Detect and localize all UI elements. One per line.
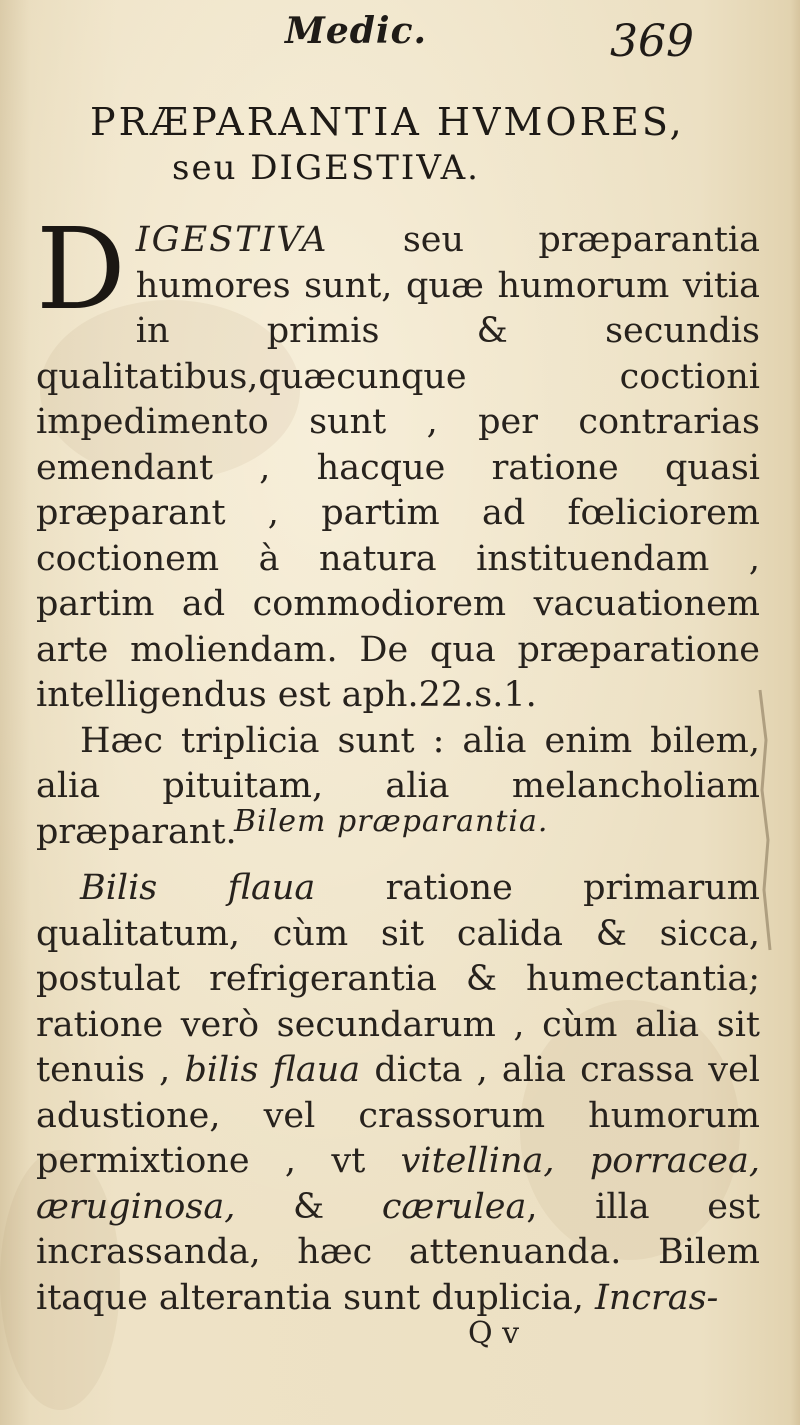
italic-term: Incras- <box>595 1277 719 1318</box>
paragraph-text: Hæc triplicia sunt : alia enim bilem, alia pituitam, alia melancholiam præparant. <box>36 720 760 852</box>
drop-cap: D <box>36 205 126 335</box>
italic-term: vitellina, porracea, æruginosa, <box>36 1141 760 1227</box>
italic-term: cærulea <box>381 1186 527 1227</box>
margin-ink-mark <box>752 680 782 970</box>
catchword: Q v <box>468 1316 520 1351</box>
section-subtitle: seu DIGESTIVA. <box>172 148 480 188</box>
lead-word: IGESTIVA <box>135 220 329 260</box>
page-number: 369 <box>610 16 694 67</box>
paragraph-text: & <box>235 1186 382 1227</box>
subsection-heading: Bilem præparantia. <box>234 804 549 839</box>
italic-term: bilis flaua <box>184 1050 361 1090</box>
paragraph-block-2 <box>36 866 760 1321</box>
paragraph-text: dicta , alia crassa vel adustione, vel crassorum humorum permixtione , vt <box>36 1050 760 1181</box>
paragraph-text: seu præparantia humores sunt, quæ humorum vitia in primis & secundis qualitatibus,quæcunque coctioni impedimento sunt , per contrarias emendant , hacque ratione quasi præparant , partim ad fœliciorem coctionem à natura instituendam , partim ad commodiorem vacuationem arte moliendam. De qua præparatione intelligendus est aph.22.s.1. <box>36 220 760 715</box>
paragraph-digestiva <box>36 205 760 719</box>
paragraph-text: , illa est incrassanda, hæc attenuanda. Bilem itaque alterantia sunt duplicia, <box>36 1186 760 1318</box>
running-head: Medic. <box>285 10 428 52</box>
paragraph-bilis <box>36 866 760 1321</box>
page-header <box>0 8 800 68</box>
paragraph-block-1 <box>36 205 760 855</box>
section-title: PRÆPARANTIA HVMORES, <box>90 100 685 144</box>
paragraph-text: ratione primarum qualitatum, cùm sit calida & sicca, postulat refrigerantia & humectantia; ratione verò secundarum , cùm alia sit tenuis , <box>36 868 760 1090</box>
italic-term: Bilis flaua <box>80 868 316 908</box>
